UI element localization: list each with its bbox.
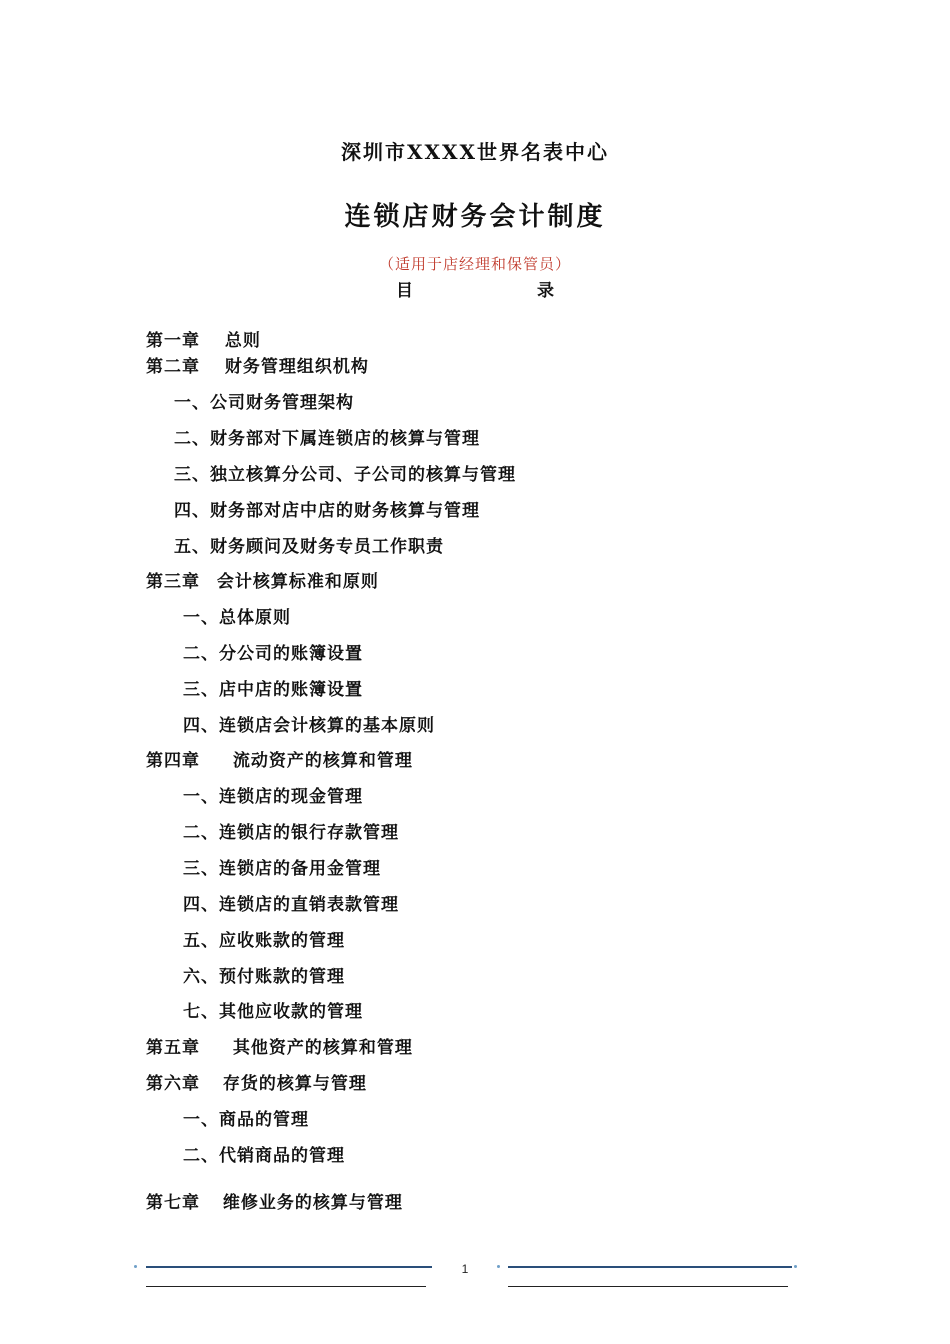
chapter-number: 第七章 <box>146 1193 200 1213</box>
toc-section[interactable]: 二、代销商品的管理 <box>183 1146 345 1166</box>
toc-section[interactable]: 五、应收账款的管理 <box>183 931 345 951</box>
toc-heading-right: 录 <box>537 281 554 301</box>
toc-section[interactable]: 一、商品的管理 <box>183 1110 309 1130</box>
toc-section[interactable]: 六、预付账款的管理 <box>183 967 345 987</box>
toc-section[interactable]: 四、连锁店的直销表款管理 <box>183 895 399 915</box>
chapter-title: 总则 <box>224 331 261 351</box>
chapter-title: 其他资产的核算和管理 <box>232 1038 413 1058</box>
toc-chapter-4[interactable] <box>146 746 413 771</box>
chapter-number: 第三章 <box>146 572 200 592</box>
toc-section[interactable]: 三、独立核算分公司、子公司的核算与管理 <box>174 465 516 485</box>
toc-chapter-5[interactable] <box>146 1033 413 1058</box>
toc-section[interactable]: 七、其他应收款的管理 <box>183 1002 363 1022</box>
toc-heading-left: 目 <box>396 281 413 301</box>
chapter-title: 维修业务的核算与管理 <box>222 1193 403 1213</box>
toc-section[interactable]: 二、连锁店的银行存款管理 <box>183 823 399 843</box>
chapter-title: 存货的核算与管理 <box>222 1074 367 1094</box>
toc-section[interactable]: 四、财务部对店中店的财务核算与管理 <box>174 501 480 521</box>
chapter-number: 第五章 <box>146 1038 200 1058</box>
chapter-number: 第一章 <box>146 331 200 351</box>
document-subtitle: （适用于店经理和保管员） <box>378 255 571 273</box>
chapter-number: 第四章 <box>146 751 200 771</box>
page-number: 1 <box>461 1262 469 1276</box>
toc-chapter-3[interactable] <box>146 567 379 592</box>
toc-section[interactable]: 三、店中店的账簿设置 <box>183 680 363 700</box>
toc-chapter-2[interactable] <box>146 352 369 377</box>
footer-rule-right-bottom <box>508 1286 788 1287</box>
footer-dot-right <box>794 1265 797 1268</box>
toc-chapter-1[interactable] <box>146 326 261 351</box>
document-title: 连锁店财务会计制度 <box>344 202 606 232</box>
footer-rule-right-top <box>508 1266 792 1268</box>
footer-rule-left-bottom <box>146 1286 426 1287</box>
toc-chapter-6[interactable] <box>146 1069 367 1094</box>
chapter-title: 财务管理组织机构 <box>224 357 369 377</box>
toc-section[interactable]: 一、连锁店的现金管理 <box>183 787 363 807</box>
toc-section[interactable]: 三、连锁店的备用金管理 <box>183 859 381 879</box>
toc-section[interactable]: 一、公司财务管理架构 <box>174 393 354 413</box>
footer-rule-left-top <box>146 1266 432 1268</box>
footer-dot-center <box>497 1265 500 1268</box>
toc-section[interactable]: 二、财务部对下属连锁店的核算与管理 <box>174 429 480 449</box>
chapter-title: 流动资产的核算和管理 <box>232 751 413 771</box>
footer-dot-left <box>134 1265 137 1268</box>
chapter-number: 第六章 <box>146 1074 200 1094</box>
toc-section[interactable]: 五、财务顾问及财务专员工作职责 <box>174 537 444 557</box>
toc-chapter-7[interactable] <box>146 1188 403 1213</box>
organization-name: 深圳市XXXX世界名表中心 <box>340 140 610 164</box>
chapter-title: 会计核算标准和原则 <box>216 572 379 592</box>
chapter-number: 第二章 <box>146 357 200 377</box>
toc-section[interactable]: 二、分公司的账簿设置 <box>183 644 363 664</box>
toc-section[interactable]: 一、总体原则 <box>183 608 291 628</box>
toc-section[interactable]: 四、连锁店会计核算的基本原则 <box>183 716 435 736</box>
